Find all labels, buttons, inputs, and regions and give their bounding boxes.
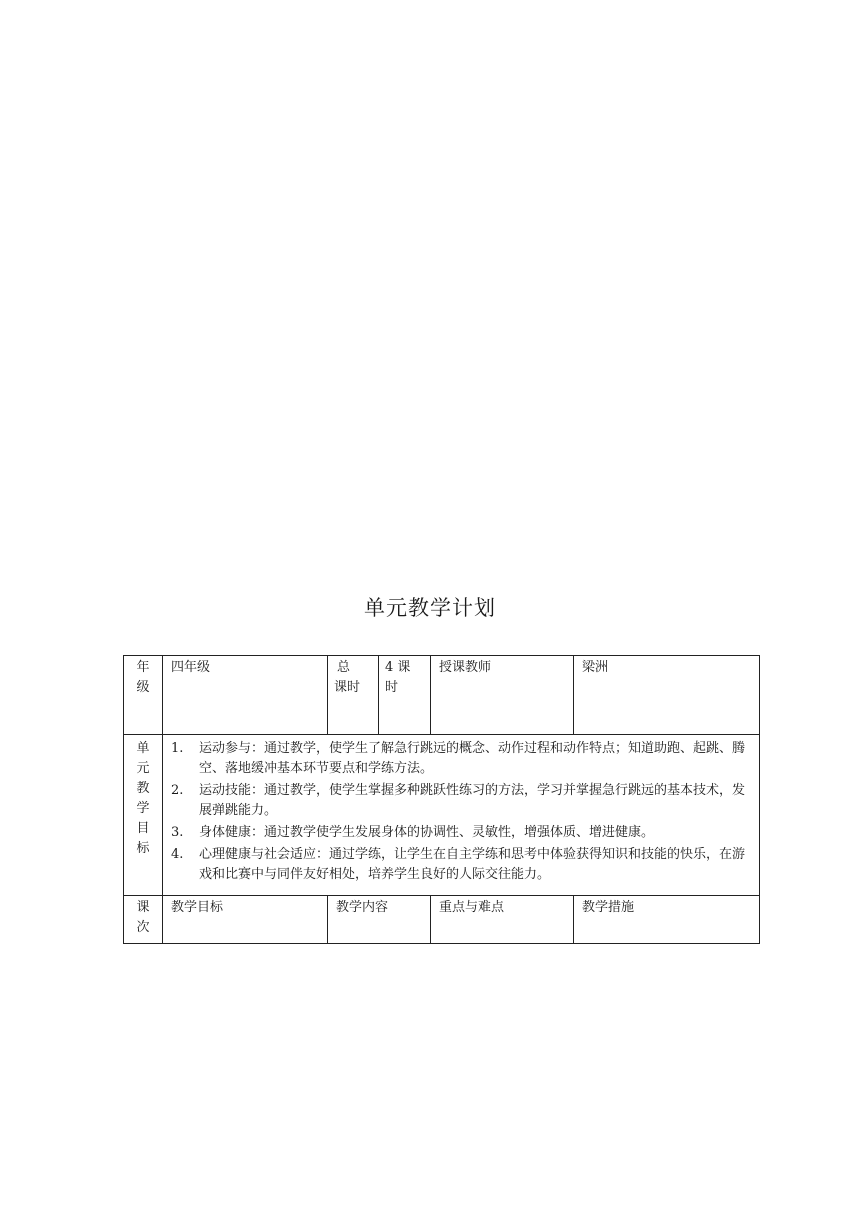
objectives-row [124,735,760,896]
header-row [124,656,760,735]
total-hours-value-line: 时 [385,680,399,695]
total-hours-value-line: 4 课 [385,660,411,675]
objective-text: 心理健康与社会适应：通过学练，让学生在自主学练和思考中体验获得知识和技能的快乐，在游戏和比赛中与同伴友好相处，培养学生良好的人际交往能力。 [199,847,746,882]
lesson-label-cell [124,896,163,944]
page-title: 单元教学计划 [364,596,496,620]
measures-column-label: 教学措施 [582,900,635,915]
total-hours-value-cell [379,656,431,735]
objective-text: 运动技能：通过教学，使学生掌握多种跳跃性练习的方法，学习并掌握急行跳远的基本技术，发展弹跳能力。 [199,783,746,818]
objective-item [171,823,751,843]
lesson-label-char: 次 [136,920,150,935]
unit-plan-table [123,655,760,944]
grade-label-char: 级 [136,680,150,695]
column-header-row [124,896,760,944]
content-column-header [328,896,431,944]
measures-column-header [574,896,760,944]
total-hours-label-line: 总 [337,660,351,675]
lesson-label-char: 课 [136,900,150,915]
teacher-label: 授课教师 [439,660,492,675]
objective-text: 运动参与：通过教学，使学生了解急行跳远的概念、动作过程和动作特点；知道助跑、起跳、腾空、落地缓冲基本环节要点和学练方法。 [199,741,746,776]
key-points-column-label: 重点与难点 [439,900,505,915]
grade-value-cell [163,656,328,735]
objective-column-header [163,896,328,944]
objectives-list [171,739,751,885]
objective-text: 身体健康：通过教学使学生发展身体的协调性、灵敏性，增强体质、增进健康。 [199,825,655,840]
objective-number: 1. [171,741,184,756]
objective-number: 2. [171,783,184,798]
content-column-label: 教学内容 [336,900,389,915]
objectives-label-char: 单 [136,741,150,756]
objective-item [171,845,751,885]
grade-value: 四年级 [171,660,211,675]
teacher-value-cell [574,656,760,735]
objectives-label-cell [124,735,163,896]
objectives-content-cell [163,735,760,896]
teacher-label-cell [431,656,574,735]
objectives-label-char: 元 [136,761,150,776]
objectives-label-char: 教 [136,781,150,796]
grade-label-cell [124,656,163,735]
objectives-label-char: 目 [136,821,150,836]
key-points-column-header [431,896,574,944]
total-hours-label-line: 课时 [334,680,361,695]
objectives-label-char: 标 [136,841,150,856]
total-hours-label-cell [328,656,379,735]
objective-number: 3. [171,825,184,840]
objective-item [171,739,751,779]
grade-label-char: 年 [136,660,150,675]
objectives-label-char: 学 [136,801,150,816]
objective-column-label: 教学目标 [171,900,224,915]
teacher-name: 梁洲 [582,660,609,675]
objective-item [171,781,751,821]
objective-number: 4. [171,847,184,862]
